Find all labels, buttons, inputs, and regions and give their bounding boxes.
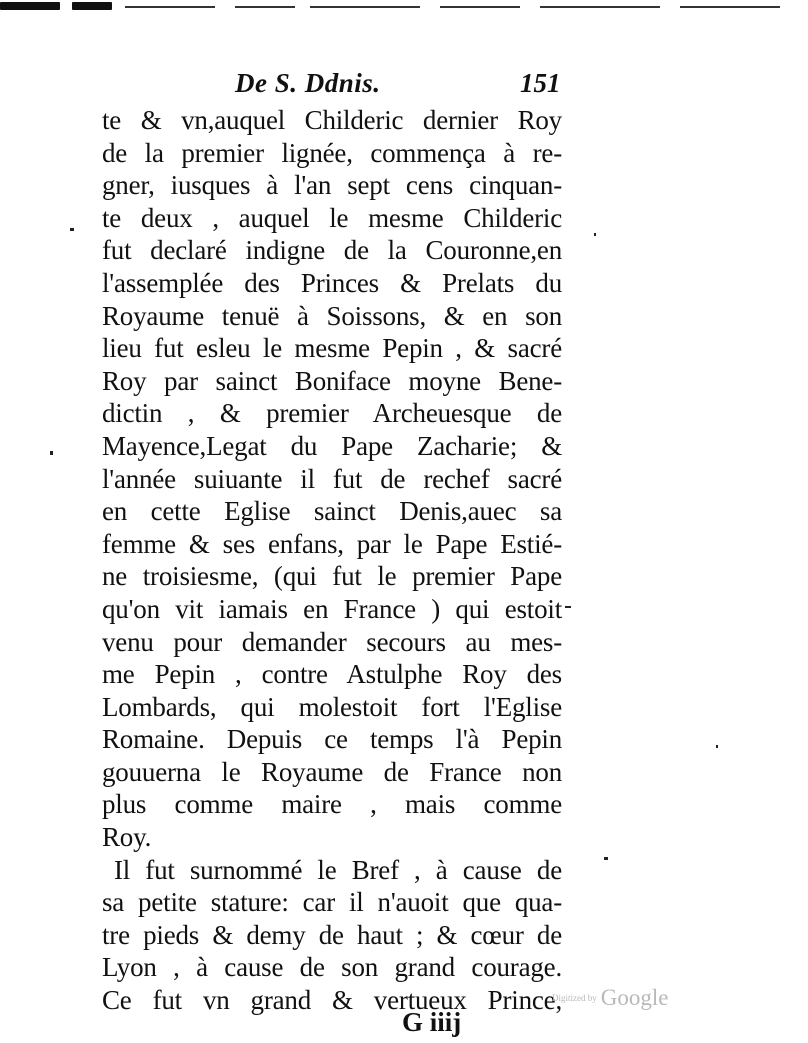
- margin-speck: [70, 228, 74, 231]
- text-line: l'assemplée des Princes & Prelats du: [102, 267, 562, 298]
- text-line: Roy par sainct Boniface moyne Bene-: [102, 365, 562, 396]
- text-line: qu'on vit iamais en France ) qui estoit: [102, 593, 562, 624]
- watermark-prefix: Digitized by: [552, 993, 597, 1003]
- text-line: venu pour demander secours au mes-: [102, 626, 562, 657]
- text-line: Ce fut vn grand & vertueux Prince,: [102, 985, 562, 1016]
- signature-mark: G iiij: [402, 1007, 462, 1037]
- text-line: dictin , & premier Archeuesque de: [102, 398, 562, 429]
- text-line: de la premier lignée, commença à re-: [102, 137, 562, 168]
- text-line: l'année suiuante il fut de rechef sacré: [102, 463, 562, 494]
- text-line: lieu fut esleu le mesme Pepin , & sacré: [102, 333, 562, 364]
- margin-speck: [604, 857, 608, 860]
- text-line: Il fut surnommé le Bref , à cause de: [114, 854, 562, 885]
- margin-speck: [565, 606, 571, 608]
- page-number: 151: [520, 68, 561, 98]
- running-head: De S. Ddnis.: [235, 68, 381, 98]
- text-line: Lyon , à cause de son grand courage.: [102, 952, 562, 983]
- text-line: te & vn,auquel Childeric dernier Roy: [102, 105, 562, 135]
- text-line: me Pepin , contre Astulphe Roy des: [102, 659, 562, 690]
- page-header: [0, 68, 808, 108]
- text-line: en cette Eglise sainct Denis,auec sa: [102, 496, 562, 527]
- watermark-logo: Google: [600, 985, 669, 1010]
- text-line: ne troisiesme, (qui fut le premier Pape: [102, 561, 562, 592]
- text-line: tre pieds & demy de haut ; & cœur de: [102, 919, 562, 950]
- text-line: Royaume tenuë à Soissons, & en son: [102, 300, 562, 331]
- margin-speck: [50, 451, 53, 455]
- text-line: Mayence,Legat du Pape Zacharie; &: [102, 430, 562, 461]
- body-text: [102, 104, 562, 1017]
- text-line: Roy.: [102, 822, 152, 853]
- text-line: te deux , auquel le mesme Childeric: [102, 202, 562, 233]
- text-line: gouuerna le Royaume de France non: [102, 756, 562, 787]
- text-line: Lombards, qui molestoit fort l'Eglise: [102, 691, 562, 722]
- text-line: plus comme maire , mais comme: [102, 789, 562, 820]
- margin-speck: [716, 745, 718, 748]
- text-line: Romaine. Depuis ce temps l'à Pepin: [102, 724, 562, 755]
- google-watermark: [552, 985, 668, 1011]
- text-line: sa petite stature: car il n'auoit que qua-: [102, 887, 562, 918]
- text-line: fut declaré indigne de la Couronne,en: [102, 235, 562, 266]
- text-line: femme & ses enfans, par le Pape Estié-: [102, 528, 562, 559]
- text-line: gner, iusques à l'an sept cens cinquan-: [102, 170, 562, 201]
- margin-speck: [594, 233, 596, 236]
- top-ornament-border: [0, 0, 808, 16]
